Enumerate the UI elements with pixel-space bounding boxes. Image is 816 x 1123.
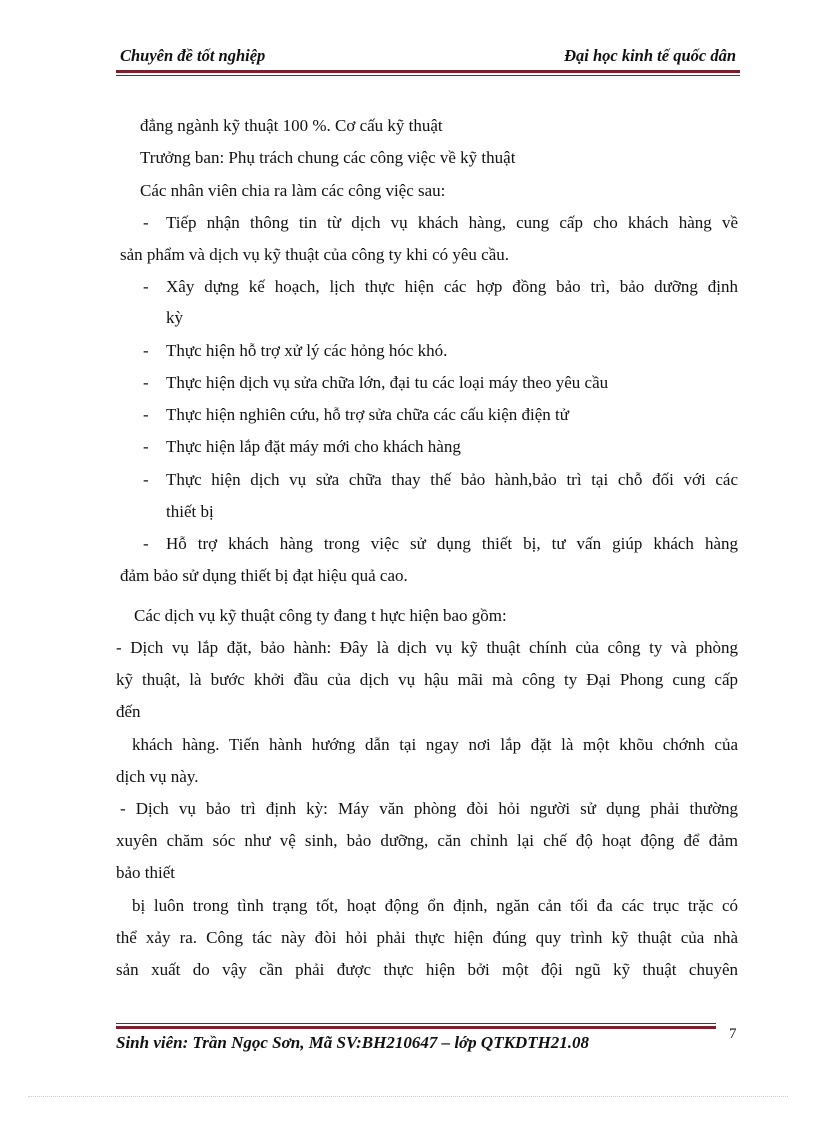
footer-rule-thin <box>116 1023 716 1024</box>
body-line: xuyên chăm sóc như vệ sinh, bảo dưỡng, căn chỉnh lại chế độ hoạt động để đảm <box>116 831 738 850</box>
bullet-text-cont: đảm bảo sử dụng thiết bị đạt hiệu quả cao. <box>120 566 408 585</box>
bullet-dash: - <box>143 437 149 456</box>
body-line: khách hàng. Tiến hành hướng dẫn tại ngay nơi lắp đặt là một khõu chớnh của <box>132 735 738 754</box>
body-line: đẳng ngành kỹ thuật 100 %. Cơ cấu kỹ thuật <box>140 116 443 135</box>
footer-rule <box>116 1026 716 1029</box>
bullet-text: Tiếp nhận thông tin từ dịch vụ khách hàng, cung cấp cho khách hàng về <box>166 213 738 232</box>
body-line: bảo thiết <box>116 863 176 882</box>
bullet-text: Hỗ trợ khách hàng trong việc sử dụng thiết bị, tư vấn giúp khách hàng <box>166 534 738 553</box>
bullet-dash: - <box>143 534 149 553</box>
bullet-text-cont: kỳ <box>166 308 183 327</box>
bullet-dash: - <box>143 277 149 296</box>
bullet-text: Thực hiện dịch vụ sửa chữa thay thế bảo hành,bảo trì tại chỗ đối với các <box>166 470 738 489</box>
bullet-text-cont: thiết bị <box>166 502 214 521</box>
bullet-dash: - <box>143 405 149 424</box>
bullet-dash: - <box>143 341 149 360</box>
page-number: 7 <box>729 1026 737 1042</box>
body-line: dịch vụ này. <box>116 767 199 786</box>
body-line: Trưởng ban: Phụ trách chung các công việc về kỹ thuật <box>140 148 516 167</box>
footer-student-info: Sinh viên: Trần Ngọc Sơn, Mã SV:BH210647 – lớp QTKDTH21.08 <box>116 1033 590 1052</box>
bullet-text: Thực hiện dịch vụ sửa chữa lớn, đại tu các loại máy theo yêu cầu <box>166 373 609 392</box>
bullet-dash: - <box>143 470 149 489</box>
header-left-title: Chuyên đề tốt nghiệp <box>120 46 266 65</box>
body-line: thể xảy ra. Công tác này đòi hỏi phải thực hiện đúng quy trình kỹ thuật của nhà <box>116 928 738 947</box>
body-line: - Dịch vụ lắp đặt, bảo hành: Đây là dịch vụ kỹ thuật chính của công ty và phòng <box>116 638 738 657</box>
body-line: đến <box>116 702 141 721</box>
page-edge-divider <box>28 1096 788 1097</box>
bullet-text: Thực hiện lắp đặt máy mới cho khách hàng <box>166 437 461 456</box>
body-line: kỹ thuật, là bước khởi đầu của dịch vụ hậu mãi mà công ty Đại Phong cung cấp <box>116 670 738 689</box>
body-line: - Dịch vụ bảo trì định kỳ: Máy văn phòng đòi hỏi người sử dụng phải thường <box>120 799 738 818</box>
body-line: Các dịch vụ kỹ thuật công ty đang t hực hiện bao gồm: <box>134 606 507 625</box>
bullet-text: Xây dựng kế hoạch, lịch thực hiện các hợp đồng bảo trì, bảo dưỡng định <box>166 277 738 296</box>
body-line: Các nhân viên chia ra làm các công việc sau: <box>140 181 446 200</box>
bullet-text-cont: sản phẩm và dịch vụ kỹ thuật của công ty khi có yêu cầu. <box>120 245 509 264</box>
body-line: sản xuất do vậy cần phải được thực hiện bởi một đội ngũ kỹ thuật chuyên <box>116 960 738 979</box>
header-rule-thin <box>116 75 740 76</box>
bullet-dash: - <box>143 373 149 392</box>
bullet-text: Thực hiện nghiên cứu, hỗ trợ sửa chữa các cấu kiện điện tử <box>166 405 569 424</box>
header-rule <box>116 70 740 73</box>
body-line: bị luôn trong tình trạng tốt, hoạt động ổn định, ngăn cản tối đa các trục trặc có <box>132 896 738 915</box>
bullet-dash: - <box>143 213 149 232</box>
header-right-title: Đại học kinh tế quốc dân <box>564 46 736 65</box>
bullet-text: Thực hiện hỗ trợ xử lý các hỏng hóc khó. <box>166 341 448 360</box>
